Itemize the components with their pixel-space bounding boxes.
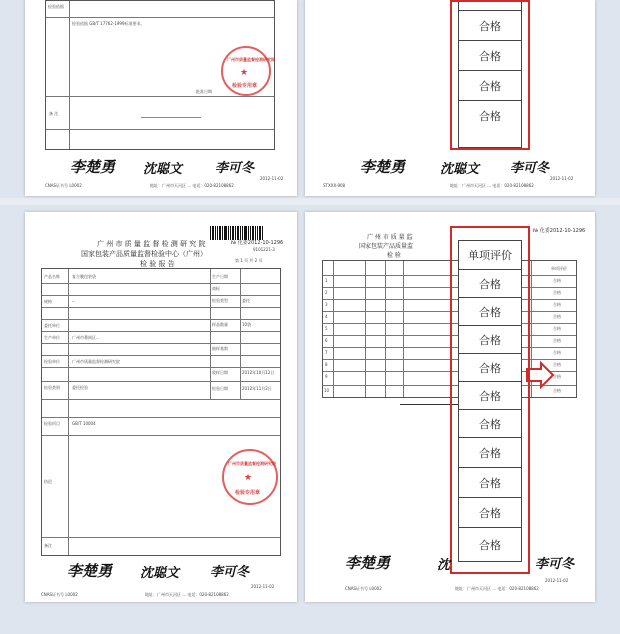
report-title: 检 验 报 告: [140, 260, 175, 268]
grade-cell: 合格: [459, 40, 521, 70]
label-items: 检验项目: [44, 421, 60, 426]
report-number: № 化委2012-10-1296: [231, 240, 284, 246]
label-remark: 备注: [44, 543, 52, 548]
small-header: 单项评价: [551, 266, 567, 271]
center-title: 国家包装产品质量监督检验中心（广州）: [81, 250, 207, 258]
label-type: 检验类别: [44, 385, 60, 390]
label-conclusion: 结论: [44, 479, 52, 484]
signature-reviewer: 沈: [437, 558, 451, 573]
small-grade: 合格: [553, 338, 561, 343]
test-results-table: 1 2 3 4 5 6 7 8 9 10 单项评价 合格 合格 合格 合格 合格 合格 合格 合格 合格 合格: [322, 260, 577, 398]
small-grade: 合格: [553, 326, 561, 331]
small-grade: 合格: [553, 388, 561, 393]
grade-cell: 合格: [459, 10, 521, 40]
center-title: 国家包装产品质量监: [359, 243, 414, 250]
top-left-report-page: [25, 0, 297, 196]
grade-cell: 合格: [459, 467, 521, 497]
grade-cell: 合格: [459, 527, 521, 561]
right-label: 抽样基数: [212, 346, 228, 351]
report-sub-number: 9101221-3: [253, 247, 275, 252]
value-lab: 广州市质量监督检测研究院: [72, 359, 120, 364]
inspection-stamp: 广州市质量监督检测研究院 ★ 检验专用章: [222, 449, 278, 505]
right-label: 样品数量: [212, 322, 228, 327]
grade-cell: 合格: [459, 353, 521, 381]
small-grade: 合格: [553, 290, 561, 295]
signature-approver: 李楚勇: [70, 158, 116, 176]
footer-address: 地址：广州市天河区 ... 电话：020-82108862: [450, 183, 534, 188]
report-title: 检 验: [387, 252, 401, 259]
small-grade: 合格: [553, 374, 561, 379]
footer-date: 2012-11-02: [251, 584, 275, 589]
label-spec: 规格: [44, 299, 52, 304]
footer-date: 2012-11-02: [545, 578, 569, 583]
grade-cell: 合格: [459, 409, 521, 437]
footer-code: CNAS证书号 L0002: [345, 586, 382, 591]
grade-cell: 合格: [459, 269, 521, 297]
signature-tester: 李可冬: [510, 161, 550, 176]
signature-tester: 李可冬: [210, 565, 250, 580]
right-value: 2012年11月2日: [242, 386, 272, 391]
value-producer: 广州市番禺区...: [72, 335, 100, 340]
right-label: 收样日期: [212, 370, 228, 375]
top-right-report-page: [305, 0, 595, 196]
top-left-table: 检验依据 检验依据 GB/T 17762-1999标准要求。 备 注 广州市质量监督检测研究院 ★ 检验专用章 批准日期: [45, 0, 275, 150]
grade-cell: 合格: [459, 381, 521, 409]
bottom-left-report-page: [25, 212, 297, 602]
right-value: 委托: [242, 298, 250, 303]
value-items: GB/T 10004: [72, 421, 96, 426]
footer-code: STXXX-908: [323, 183, 346, 188]
small-grade: 合格: [553, 278, 561, 283]
label-client: 委托单位: [44, 323, 60, 328]
right-label: 商标: [212, 286, 220, 291]
report-number: № 化委2012-10-1296: [533, 228, 586, 234]
signature-reviewer: 沈聪文: [140, 566, 180, 581]
value-product: 复合膜包装袋: [72, 274, 96, 279]
label-producer: 生产单位: [44, 335, 60, 340]
grade-cell: 合格: [459, 297, 521, 325]
small-grade: 合格: [553, 350, 561, 355]
institute-title: 广 州 市 质 量 监: [367, 234, 413, 241]
label-lab: 检验单位: [44, 359, 60, 364]
signature-reviewer: 沈聪文: [440, 162, 480, 177]
footer-address: 地址：广州市天河区 ... 电话：020-82108862: [455, 586, 539, 591]
grade-cell: 合格: [459, 437, 521, 467]
value-spec: --: [72, 299, 75, 304]
right-label: 检验日期: [212, 386, 228, 391]
footer-code: CNAS证书号 L0002: [41, 592, 78, 597]
signature-reviewer: 沈聪文: [143, 162, 183, 177]
signature-tester: 李可冬: [535, 557, 575, 572]
bottom-right-report-page: [305, 212, 595, 602]
small-grade: 合格: [553, 314, 561, 319]
row-label-basis: 检验依据: [48, 4, 64, 9]
footer-address: 地址：广州市天河区 ... 电话：020-82108862: [145, 592, 229, 597]
right-label: 检验类型: [212, 298, 228, 303]
institute-title: 广 州 市 质 量 监 督 检 测 研 究 院: [97, 240, 206, 248]
signature-approver: 李楚勇: [67, 562, 113, 580]
label-product: 产品名称: [44, 274, 60, 279]
right-label: 生产日期: [212, 274, 228, 279]
footer-code: CNAS证书号 L0002: [45, 183, 82, 188]
inspection-stamp: 广州市质量监督检测研究院 ★ 检验专用章: [221, 46, 271, 96]
row-label-remark: 备 注: [49, 111, 59, 116]
grade-cell: 合格: [459, 325, 521, 353]
signature-tester: 李可冬: [215, 161, 255, 176]
footer-address: 地址：广州市天河区 ... 电话：020-82108862: [150, 183, 234, 188]
small-grade: 合格: [553, 362, 561, 367]
signature-approver: 李楚勇: [360, 158, 406, 176]
page-indicator: 第 1 页 共 2 页: [235, 258, 263, 263]
right-value: 2012年10月12日: [242, 370, 275, 375]
grade-cell: 合格: [459, 70, 521, 100]
grade-header: 单项评价: [468, 249, 512, 262]
grade-cell: 合格: [459, 100, 521, 130]
small-grade: 合格: [553, 302, 561, 307]
signature-approver: 李楚勇: [345, 554, 391, 572]
basis-text: 检验依据 GB/T 17762-1999标准要求。: [72, 21, 145, 26]
grade-cell: 合格: [459, 497, 521, 527]
top-grades-highlight: [450, 0, 530, 150]
right-value: 10袋: [242, 322, 252, 327]
report-main-table: [41, 268, 281, 556]
value-type: 委托检验: [72, 385, 88, 390]
footer-date: 2012-11-02: [260, 176, 284, 181]
footer-date: 2012-11-02: [550, 176, 574, 181]
grades-highlight: [450, 226, 530, 574]
barcode: [210, 226, 264, 240]
